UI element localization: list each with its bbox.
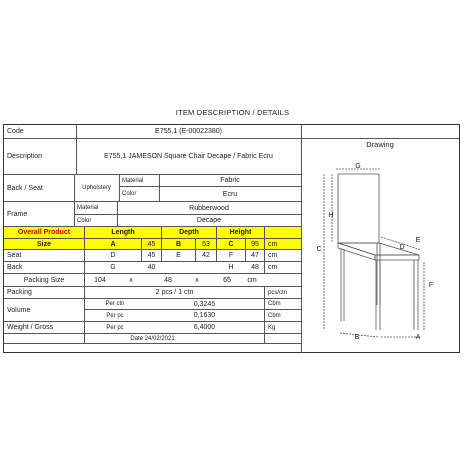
frame-material-label: Material	[77, 205, 99, 211]
packing-x2: x	[195, 276, 199, 284]
frame-color: Decape	[196, 217, 222, 224]
date-stamp: Date 24/02/2021	[130, 335, 175, 342]
back-seat-color-label: Color	[122, 191, 137, 197]
weight-label: Weight / Gross	[7, 324, 54, 331]
volume-label: Volume	[7, 306, 31, 314]
volume-per-ctn-label: Per ctn	[105, 301, 125, 307]
description-value: E755,1 JAMESON Square Chair Decape / Fabric Ecru	[104, 153, 273, 160]
dim-f-value: 47	[251, 252, 259, 259]
dim-b-label: B	[162, 239, 195, 249]
weight-unit: Kg	[268, 324, 276, 331]
chair-drawing	[301, 125, 459, 353]
chair-back	[338, 174, 379, 243]
packing-value: 2 pcs / 1 ctn	[155, 289, 194, 296]
volume-per-pc-unit: Cbm	[268, 312, 281, 319]
dim-a-value: 45	[142, 239, 161, 249]
dim-b-marker: B	[354, 333, 360, 341]
dim-h-marker: H	[328, 211, 334, 219]
volume-per-pc-label: Per pc	[106, 312, 124, 319]
back-seat-material-label: Material	[122, 177, 144, 184]
packing-unit: pcs/ctn	[268, 289, 288, 296]
dim-a-marker: A	[415, 333, 421, 341]
frame-material: Rubberwood	[189, 204, 229, 212]
dim-e-marker: E	[415, 236, 421, 244]
volume-per-pc-value: 0,1630	[193, 312, 216, 319]
dim-h-value: 48	[251, 264, 259, 271]
packing-label: Packing	[7, 289, 32, 296]
back-unit: cm	[268, 264, 278, 271]
dim-g-label: G	[110, 264, 116, 271]
weight-per-pc-label: Per pc	[106, 324, 124, 331]
dim-f-label: F	[228, 252, 234, 259]
dim-e-value: 42	[202, 252, 210, 259]
dim-h-label: H	[228, 264, 234, 271]
dim-g-value: 40	[147, 264, 156, 271]
upholstery-label: Upholstery	[82, 185, 111, 191]
dim-d-label: D	[110, 252, 116, 259]
length-header: Length	[85, 227, 161, 238]
dim-d-marker: D	[399, 243, 405, 251]
overall-unit: cm	[265, 239, 301, 249]
packing-width: 48	[164, 276, 172, 284]
overall-product-label: Overall Product	[4, 227, 84, 238]
code-value: E755,1 (E-00022380)	[155, 128, 222, 135]
dim-g-marker: G	[355, 162, 361, 170]
dim-c-label: C	[217, 239, 245, 249]
back-seat-material: Fabric	[220, 177, 240, 184]
seat-label: Seat	[7, 252, 22, 259]
dim-a-label: A	[85, 239, 141, 249]
chair-seat	[338, 243, 419, 255]
height-header: Height	[217, 227, 264, 238]
packing-height: 65	[223, 276, 231, 284]
seat-unit: cm	[268, 252, 278, 259]
packing-size-label: Packing Size	[23, 276, 65, 284]
dim-f-marker: F	[428, 281, 434, 289]
back-seat-color: Ecru	[222, 190, 238, 198]
code-label: Code	[7, 128, 24, 135]
description-label: Description	[7, 153, 43, 160]
dim-c-value: 95	[246, 239, 264, 249]
dim-c-marker: C	[316, 245, 322, 253]
back-seat-label: Back / Seat	[7, 184, 43, 192]
frame-color-label: Color	[77, 217, 92, 224]
size-label: Size	[4, 239, 84, 249]
packing-length: 104	[94, 276, 106, 284]
weight-value: 6,4000	[193, 324, 216, 331]
dim-d-value: 45	[147, 252, 156, 259]
packing-x1: x	[129, 276, 133, 284]
volume-per-ctn-value: 0,3245	[193, 300, 216, 308]
drawing-panel	[301, 125, 459, 353]
dim-e-label: E	[176, 252, 181, 259]
frame-label: Frame	[7, 210, 28, 218]
packing-size-unit: cm	[247, 276, 257, 284]
drawing-label: Drawing	[366, 140, 394, 150]
depth-header: Depth	[162, 227, 216, 238]
volume-per-ctn-unit: Cbm	[268, 301, 281, 307]
spec-table	[3, 124, 460, 353]
dim-b-value: 53	[196, 239, 216, 249]
page-title: ITEM DESCRIPTION / DETAILS	[175, 108, 290, 117]
back-label: Back	[7, 264, 23, 271]
